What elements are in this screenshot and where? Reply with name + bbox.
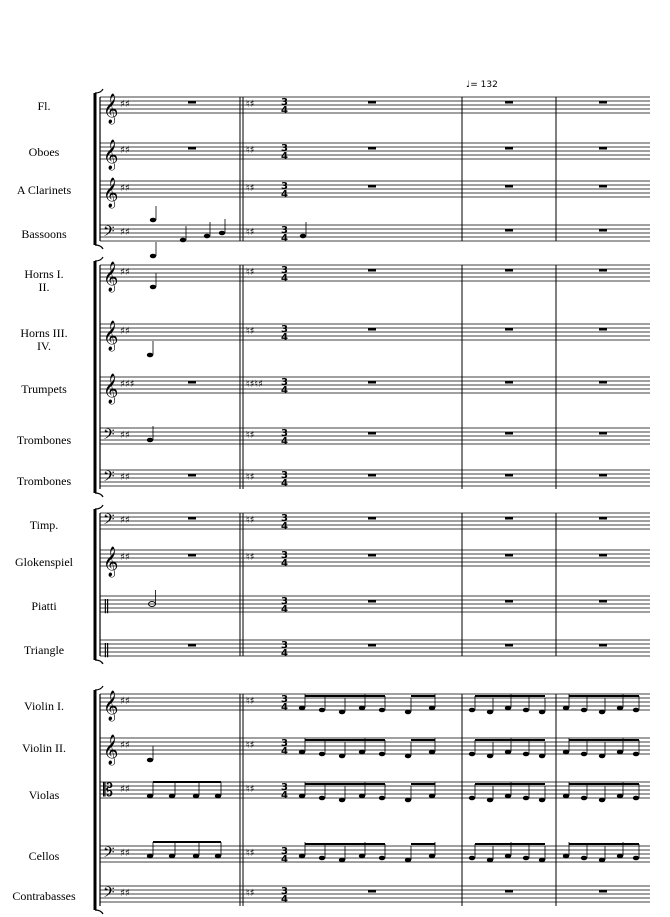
whole-rest (368, 554, 376, 557)
label-violin-2: Violin II. (22, 741, 66, 755)
whole-rest (368, 147, 376, 150)
whole-rest (505, 381, 513, 384)
label-horns-3-4: Horns III. IV. (20, 326, 68, 353)
note-head (563, 750, 569, 755)
whole-rest (599, 432, 607, 435)
g-clef: 𝄞 (103, 374, 119, 404)
time-sig-den: 4 (281, 436, 288, 447)
note-head (633, 796, 639, 801)
key-signature: ♯♯ (120, 696, 130, 707)
whole-rest (599, 147, 607, 150)
whole-rest (505, 554, 513, 557)
g-clef: 𝄞 (103, 547, 119, 577)
label-triangle: Triangle (23, 643, 65, 657)
time-sig-num: 3 (281, 97, 288, 108)
key-change: ♮♯ (246, 515, 255, 526)
key-signature: ♯♯ (120, 552, 130, 563)
note-head (169, 794, 175, 799)
whole-rest (368, 328, 376, 331)
note-head (469, 708, 475, 713)
note-head (359, 794, 365, 799)
note-head (581, 796, 587, 801)
note-head (219, 231, 225, 236)
whole-rest (599, 269, 607, 272)
time-sig-num: 3 (281, 596, 288, 607)
whole-rest (599, 890, 607, 893)
g-clef: 𝄞 (103, 691, 119, 721)
time-sig-num: 3 (281, 782, 288, 793)
key-signature: ♯♯ (120, 145, 130, 156)
key-signature: ♯♯ (120, 888, 130, 899)
whole-rest (505, 185, 513, 188)
note-head (581, 752, 587, 757)
g-clef: 𝄞 (103, 178, 119, 208)
time-sig-num: 3 (281, 265, 288, 276)
whole-rest (368, 185, 376, 188)
time-sig-den: 4 (281, 151, 288, 162)
label-timpani: Timp. (29, 518, 59, 532)
whole-rest (599, 185, 607, 188)
note-head (505, 854, 511, 859)
label-piatti: Piatti (31, 599, 57, 613)
time-sig-den: 4 (281, 478, 288, 489)
whole-rest (599, 644, 607, 647)
note-head (379, 708, 385, 713)
f-clef: 𝄢 (103, 844, 115, 865)
key-change: ♮♯ (246, 99, 255, 110)
whole-rest (368, 432, 376, 435)
time-sig-den: 4 (281, 894, 288, 905)
f-clef: 𝄢 (103, 426, 115, 447)
note-head (193, 854, 199, 859)
note-head (563, 854, 569, 859)
whole-rest (188, 517, 196, 520)
note-head (539, 710, 545, 715)
note-head (359, 854, 365, 859)
time-sig-num: 3 (281, 846, 288, 857)
note-head (599, 754, 605, 759)
label-oboes: Oboes (28, 145, 60, 159)
label-violas: Violas (28, 788, 60, 802)
time-sig-den: 4 (281, 648, 288, 659)
note-head (147, 794, 153, 799)
note-head (405, 710, 411, 715)
c-clef: 𝄡 (103, 780, 114, 801)
time-sig-den: 4 (281, 558, 288, 569)
key-change: ♮♯ (246, 848, 255, 859)
f-clef: 𝄢 (103, 468, 115, 489)
whole-rest (599, 600, 607, 603)
label-cellos: Cellos (28, 849, 60, 863)
note-head (339, 710, 345, 715)
whole-rest (505, 101, 513, 104)
note-head (617, 750, 623, 755)
key-change: ♮♯ (246, 227, 255, 238)
note-head (405, 858, 411, 863)
note-head (359, 706, 365, 711)
key-signature: ♯♯ (120, 784, 130, 795)
note-head (299, 794, 305, 799)
time-sig-num: 3 (281, 428, 288, 439)
time-sig-den: 4 (281, 385, 288, 396)
note-head (299, 750, 305, 755)
whole-rest (505, 600, 513, 603)
note-head (539, 754, 545, 759)
note-head (215, 854, 221, 859)
note-head (339, 858, 345, 863)
label-flute: Fl. (37, 99, 51, 113)
note-head (539, 858, 545, 863)
whole-rest (505, 328, 513, 331)
note-head (319, 752, 325, 757)
whole-rest (368, 101, 376, 104)
note-head (379, 856, 385, 861)
note-head (429, 854, 435, 859)
note-head (150, 254, 156, 259)
key-signature: ♯♯ (120, 430, 130, 441)
note-head (633, 752, 639, 757)
whole-rest (505, 517, 513, 520)
time-sig-num: 3 (281, 143, 288, 154)
label-bassoons: Bassoons (21, 227, 67, 241)
time-sig-num: 3 (281, 470, 288, 481)
key-change: ♮♯ (246, 888, 255, 899)
note-head (299, 854, 305, 859)
label-trombones-2: Trombones (16, 474, 72, 488)
note-head (204, 234, 210, 239)
note-head (147, 438, 153, 443)
note-head (379, 796, 385, 801)
label-contrabasses: Contrabasses (12, 889, 76, 903)
note-head (487, 710, 493, 715)
label-violin-1: Violin I. (24, 699, 64, 713)
time-sig-den: 4 (281, 702, 288, 713)
whole-rest (599, 229, 607, 232)
key-change: ♮♯ (246, 183, 255, 194)
key-signature: ♯♯ (120, 740, 130, 751)
key-signature: ♯♯ (120, 183, 130, 194)
key-change: ♮♯ (246, 784, 255, 795)
time-sig-num: 3 (281, 886, 288, 897)
time-sig-num: 3 (281, 550, 288, 561)
whole-rest (505, 229, 513, 232)
note-head (633, 856, 639, 861)
time-sig-num: 3 (281, 640, 288, 651)
note-head (487, 858, 493, 863)
whole-rest (188, 554, 196, 557)
note-head (523, 752, 529, 757)
note-head (505, 794, 511, 799)
note-head (581, 708, 587, 713)
f-clef: 𝄢 (103, 511, 115, 532)
whole-rest (368, 517, 376, 520)
whole-rest (599, 517, 607, 520)
note-head (339, 754, 345, 759)
note-head (319, 708, 325, 713)
time-sig-den: 4 (281, 105, 288, 116)
whole-rest (368, 890, 376, 893)
note-head (379, 752, 385, 757)
note-head (180, 238, 186, 243)
whole-rest (368, 644, 376, 647)
whole-rest (505, 890, 513, 893)
whole-rest (368, 381, 376, 384)
key-change: ♮♯ (246, 430, 255, 441)
note-head (429, 794, 435, 799)
time-sig-den: 4 (281, 790, 288, 801)
time-sig-den: 4 (281, 521, 288, 532)
f-clef: 𝄢 (103, 884, 115, 905)
label-clarinets: A Clarinets (16, 183, 72, 197)
time-sig-num: 3 (281, 377, 288, 388)
note-head (405, 798, 411, 803)
note-head (429, 750, 435, 755)
key-signature: ♯♯ (120, 472, 130, 483)
whole-rest (505, 269, 513, 272)
key-signature: ♯♯ (120, 848, 130, 859)
note-head (617, 706, 623, 711)
key-signature: ♯♯ (120, 227, 130, 238)
g-clef: 𝄞 (103, 94, 119, 124)
note-head (633, 708, 639, 713)
label-glockenspiel: Glokenspiel (15, 555, 73, 569)
g-clef: 𝄞 (103, 321, 119, 351)
notes (147, 101, 639, 893)
note-head (505, 750, 511, 755)
note-head (147, 854, 153, 859)
note-head (147, 353, 153, 358)
whole-rest (505, 644, 513, 647)
note-head (215, 794, 221, 799)
whole-rest (368, 600, 376, 603)
whole-rest (599, 474, 607, 477)
key-change: ♮♯ (246, 552, 255, 563)
time-sig-den: 4 (281, 189, 288, 200)
time-sig-den: 4 (281, 604, 288, 615)
p-clef: ‖ (103, 642, 110, 658)
time-sig-den: 4 (281, 746, 288, 757)
p-clef: ‖ (103, 598, 110, 614)
time-sig-den: 4 (281, 854, 288, 865)
note-head (193, 794, 199, 799)
key-change: ♮♯ (246, 145, 255, 156)
time-sig-num: 3 (281, 513, 288, 524)
note-head (581, 856, 587, 861)
whole-rest (505, 147, 513, 150)
note-head (617, 854, 623, 859)
note-head (150, 218, 156, 223)
note-head (359, 750, 365, 755)
note-head (523, 708, 529, 713)
note-head (469, 796, 475, 801)
whole-rest (188, 644, 196, 647)
g-clef: 𝄞 (103, 262, 119, 292)
note-head (599, 798, 605, 803)
note-head (539, 798, 545, 803)
whole-rest (188, 147, 196, 150)
note-head (487, 798, 493, 803)
whole-rest (505, 474, 513, 477)
whole-rest (599, 328, 607, 331)
g-clef: 𝄞 (103, 140, 119, 170)
whole-rest (368, 269, 376, 272)
note-head (169, 854, 175, 859)
whole-rest (599, 101, 607, 104)
note-head (523, 796, 529, 801)
time-sig-num: 3 (281, 181, 288, 192)
time-sig-num: 3 (281, 738, 288, 749)
key-change: ♮♯ (246, 740, 255, 751)
key-change: ♮♯ (246, 696, 255, 707)
note-head (150, 285, 156, 290)
time-sig-den: 4 (281, 332, 288, 343)
note-head (339, 798, 345, 803)
note-head (469, 856, 475, 861)
key-signature: ♯♯ (120, 267, 130, 278)
label-trombones-1: Trombones (16, 433, 72, 447)
whole-rest (188, 474, 196, 477)
g-clef: 𝄞 (103, 735, 119, 765)
time-sig-den: 4 (281, 273, 288, 284)
whole-rest (368, 474, 376, 477)
key-signature: ♯♯ (120, 515, 130, 526)
note-head (319, 856, 325, 861)
key-change: ♮♯♮♯ (246, 379, 263, 390)
time-sig-num: 3 (281, 324, 288, 335)
note-head (429, 706, 435, 711)
whole-rest (505, 432, 513, 435)
time-sig-num: 3 (281, 225, 288, 236)
f-clef: 𝄢 (103, 223, 115, 244)
key-change: ♮♯ (246, 472, 255, 483)
note-head (300, 234, 306, 239)
key-change: ♮♯ (246, 326, 255, 337)
note-head (505, 706, 511, 711)
whole-rest (599, 554, 607, 557)
label-trumpets: Trumpets (21, 382, 67, 396)
note-head (563, 794, 569, 799)
note-head (319, 796, 325, 801)
key-signature: ♯♯ (120, 99, 130, 110)
key-signature: ♯♯ (120, 326, 130, 337)
note-head (469, 752, 475, 757)
note-head (563, 706, 569, 711)
clefs-and-keys (103, 93, 288, 905)
note-head (599, 858, 605, 863)
tempo-marking: ♩= 132 (466, 80, 498, 90)
note-head (147, 758, 153, 763)
label-horns-1-2: Horns I. II. (24, 267, 64, 294)
note-head (299, 706, 305, 711)
time-sig-den: 4 (281, 233, 288, 244)
whole-rest (599, 381, 607, 384)
note-head (523, 856, 529, 861)
note-head (487, 754, 493, 759)
note-head (405, 754, 411, 759)
key-change: ♮♯ (246, 267, 255, 278)
note-head (599, 710, 605, 715)
key-signature: ♯♯♯ (120, 379, 135, 390)
whole-rest (188, 381, 196, 384)
time-sig-num: 3 (281, 694, 288, 705)
note-head (617, 794, 623, 799)
whole-rest (188, 101, 196, 104)
